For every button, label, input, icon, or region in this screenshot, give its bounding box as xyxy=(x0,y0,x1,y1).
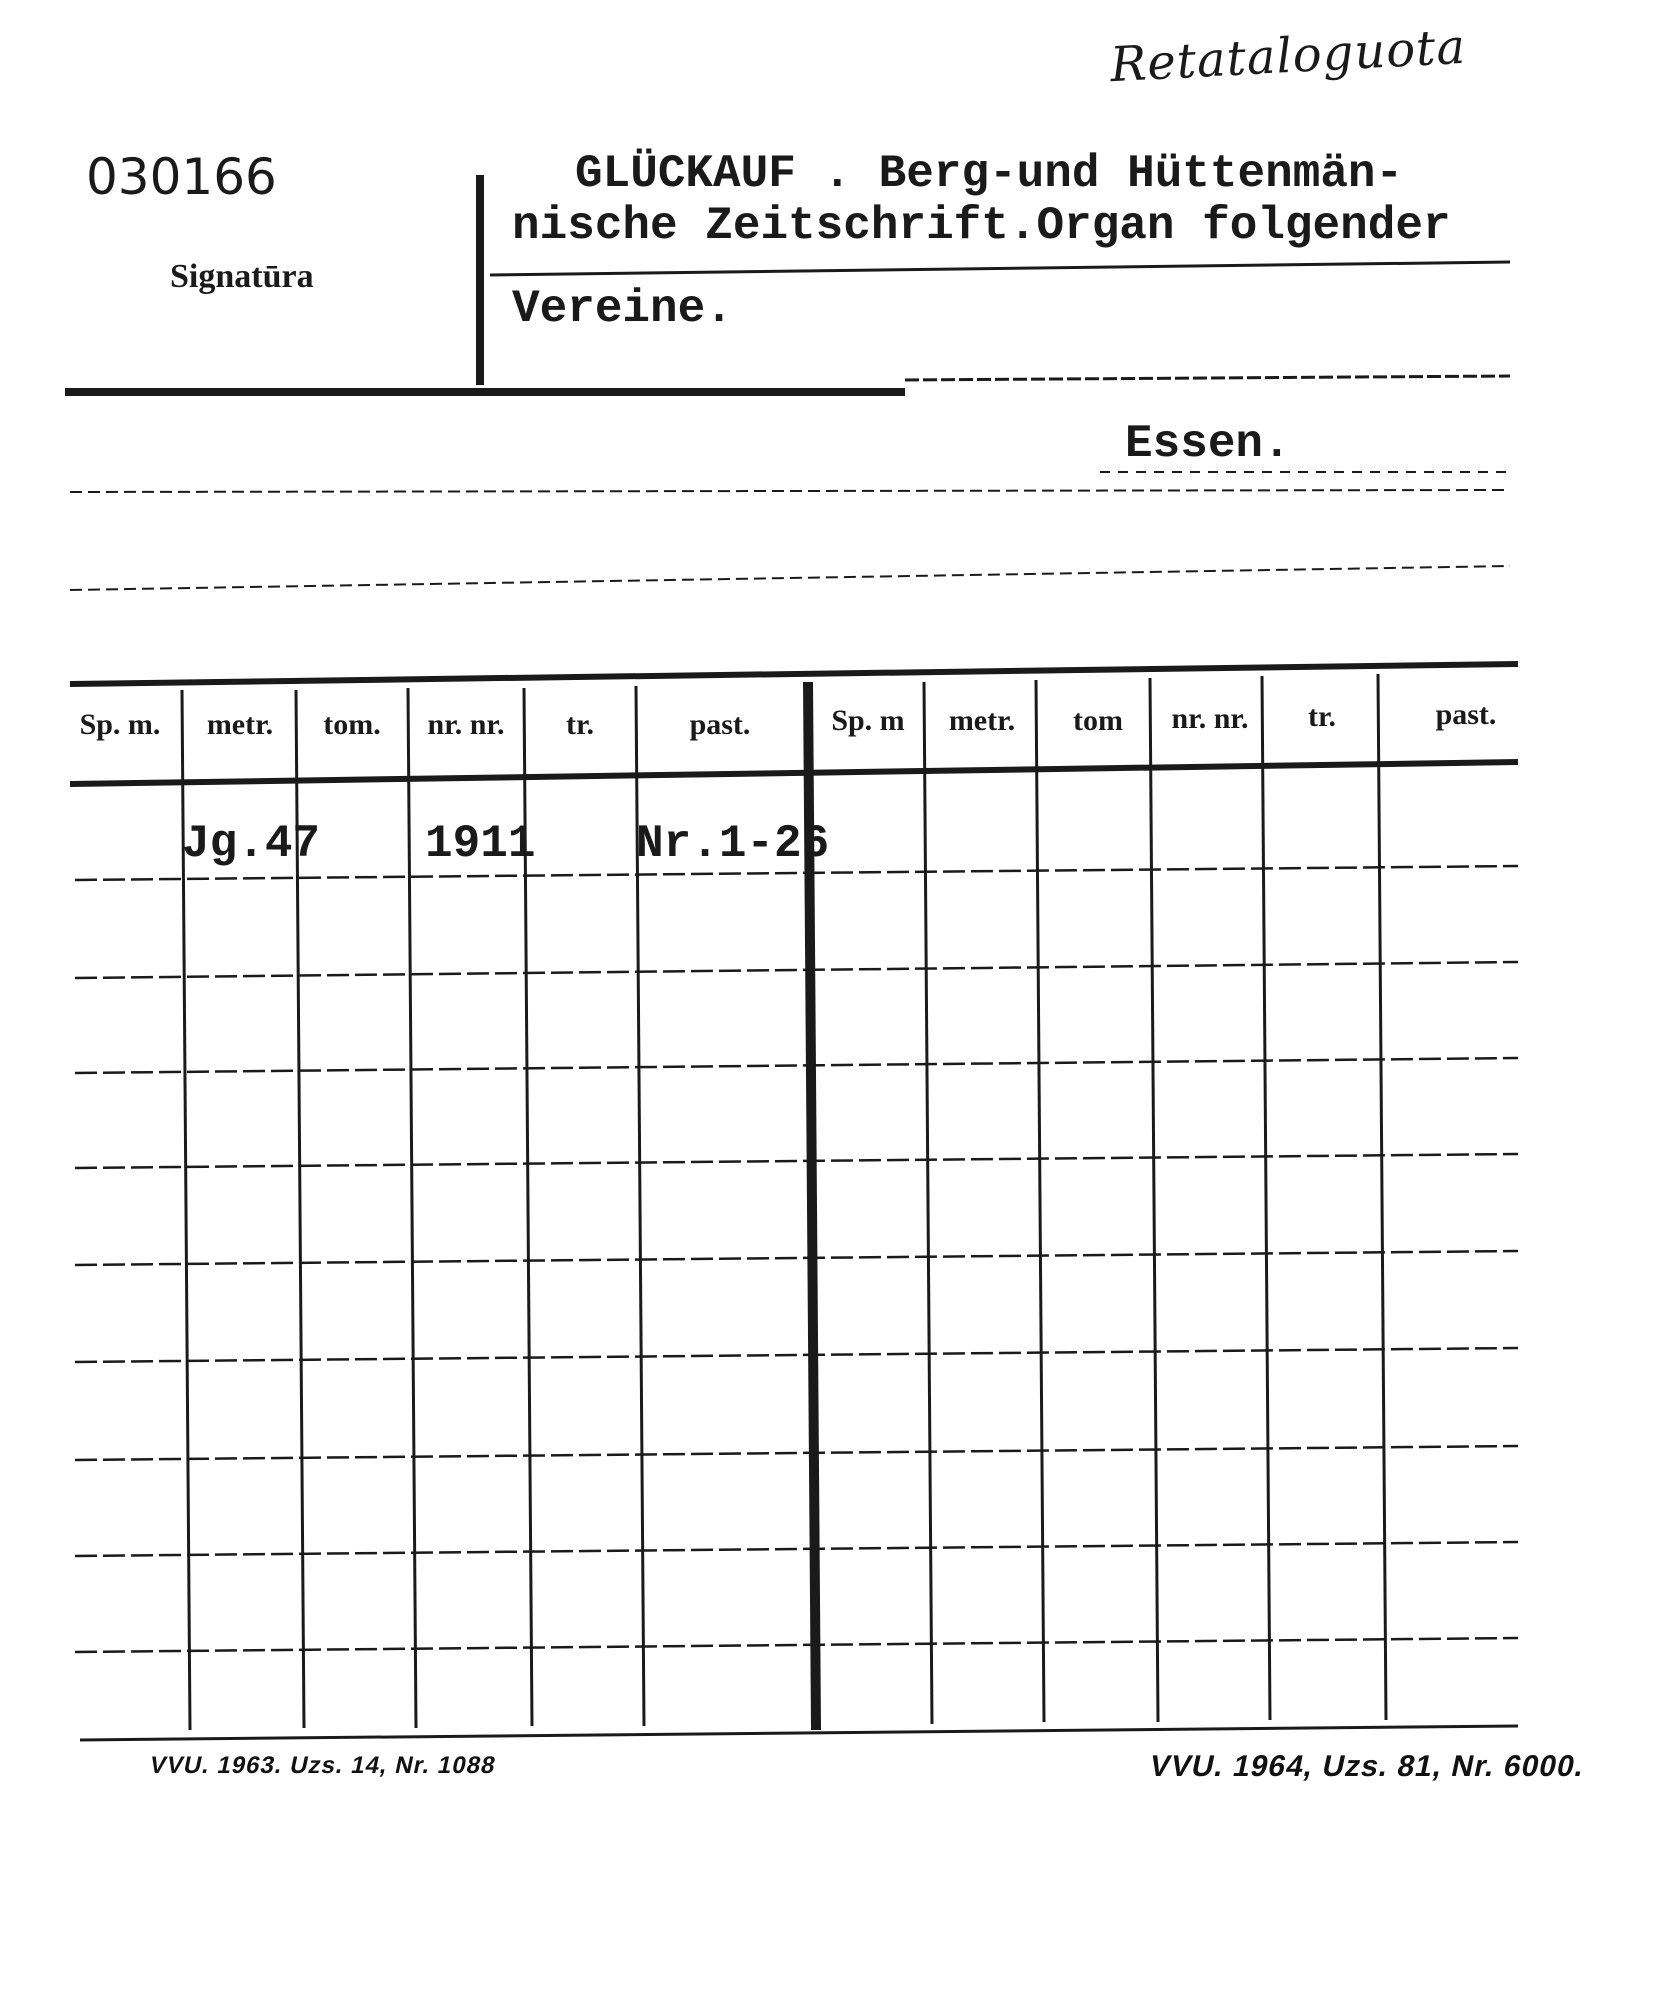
header-past-right: past. xyxy=(1435,698,1497,731)
header-tr: tr. xyxy=(565,708,595,741)
cell-metr: Jg.47 xyxy=(182,818,321,870)
signature-number: 030166 xyxy=(86,148,277,206)
header-past: past. xyxy=(689,708,751,741)
place-of-publication: Essen. xyxy=(1125,418,1291,470)
header-nr-nr: nr. nr. xyxy=(427,708,505,741)
signature-label: Signatūra xyxy=(170,258,314,295)
title-line-1: GLÜCKAUF . Berg-und Hüttenmän- xyxy=(575,148,1404,200)
cell-nr: 1911 xyxy=(425,818,536,870)
header-sp-m: Sp. m. xyxy=(79,708,161,741)
header-tom-right: tom xyxy=(1073,704,1123,737)
handwritten-note: Retatalogu​ota xyxy=(1108,18,1468,94)
header-tr-right: tr. xyxy=(1307,700,1337,733)
footer-note-right: VVU. 1964, Uzs. 81, Nr. 6000. xyxy=(1146,1750,1588,1783)
header-metr: metr. xyxy=(206,708,274,741)
header-nr-nr-right: nr. nr. xyxy=(1171,702,1249,735)
header-sp-m-right: Sp. m xyxy=(831,704,905,737)
title-line-2: nische Zeitschrift.Organ folgender xyxy=(512,200,1451,252)
header-metr-right: metr. xyxy=(948,704,1016,737)
header-tom: tom. xyxy=(323,708,381,741)
cell-past: Nr.1-26 xyxy=(636,818,830,870)
title-line-3: Vereine. xyxy=(512,283,733,335)
footer-note-left: VVU. 1963. Uzs. 14, Nr. 1088 xyxy=(147,1752,499,1779)
